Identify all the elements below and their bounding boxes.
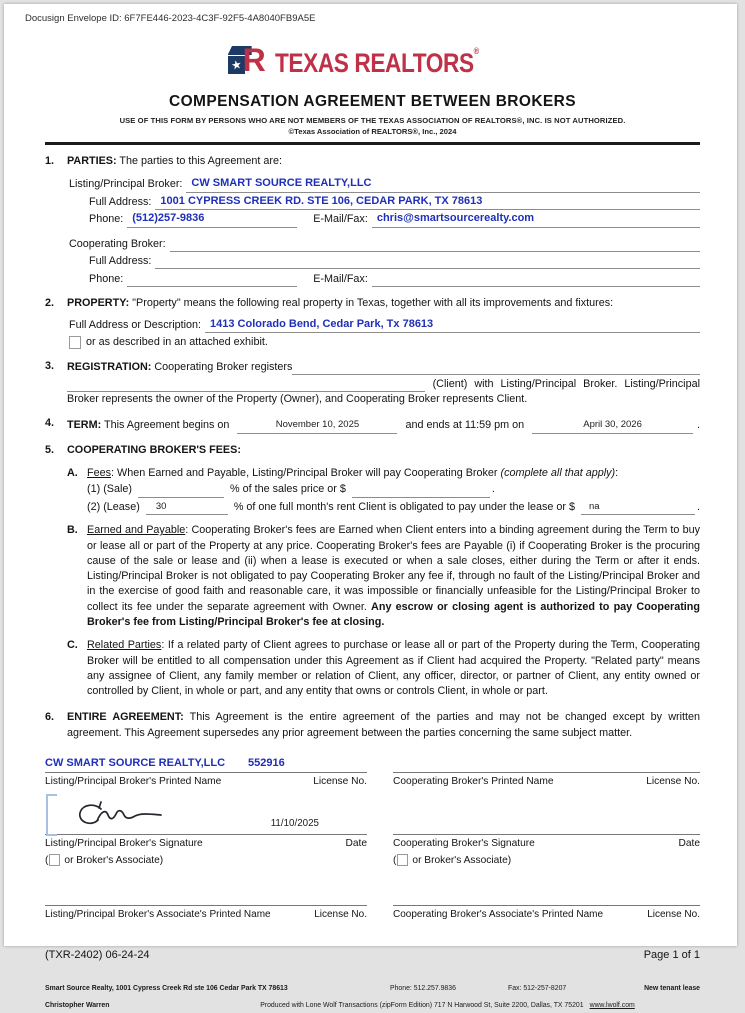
property-heading-line: PROPERTY: "Property" means the following real property in Texas, together with all its improvements and fixtures: — [67, 296, 614, 309]
coop-printed-name-field[interactable] — [393, 757, 700, 773]
fees-a-intro: Fees: When Earned and Payable, Listing/Principal Broker will pay Cooperating Broker (complete all that apply): — [87, 466, 619, 479]
listing-signature-date: 11/10/2025 — [270, 818, 319, 830]
form-title: COMPENSATION AGREEMENT BETWEEN BROKERS — [168, 93, 577, 110]
fees-sale-amount-field[interactable] — [352, 484, 490, 498]
coop-phone-field[interactable] — [127, 271, 297, 287]
listing-associate-row: ( or Broker's Associate) — [45, 853, 367, 868]
listing-address-label: Full Address: — [89, 195, 152, 208]
fees-sale-mid: % of the sales price or $ — [230, 483, 346, 496]
fees-lease-mid: % of one full month's rent Client is obligated to pay under the lease or $ — [233, 500, 575, 513]
fees-b-text: Earned and Payable: Cooperating Broker's fees are Earned when Client enters into a binding agreement during the Term to buy or lease all or part of the Property at any price. Cooperating Broker's fees are Payable (i) if Cooperating Broker is the procuring cause of the sale or lease and (ii) when a lease is executed or when a sale closes, either during the Term or after it ends. Listing/Principal Broker is not obligated to pay Cooperating Broker any fee if, through no fault of the Listing/Principal Broker and in the exercise of good faith and reasonable care, it was impossible or financially unfeasible for the Listing/Principal Broker to collect its fee under the separate agreement with Owner. Any escrow or closing agent is authorized to pay Cooperating Broker's fee from Listing/Principal Broker's fee at closing. — [87, 524, 700, 628]
listing-email-field[interactable]: chris@smartsourcerealty.com — [372, 211, 700, 227]
registration-client-field-2[interactable] — [67, 378, 425, 392]
term-end-date-field[interactable]: April 30, 2026 — [532, 417, 693, 433]
property-address-label: Full Address or Description: — [69, 319, 202, 332]
fees-heading: COOPERATING BROKER'S FEES: — [67, 443, 241, 456]
footer-office-row — [45, 981, 700, 996]
exhibit-label: or as described in an attached exhibit. — [86, 335, 268, 348]
coop-broker-field[interactable] — [170, 236, 700, 252]
fees-lease-period: . — [697, 500, 700, 513]
term-text-2: and ends at 11:59 pm on — [405, 419, 525, 432]
docusign-envelope-id: Docusign Envelope ID: 6F7FE446-2023-4C3F-92F5-4A8040FB9A5E — [25, 13, 316, 24]
docusign-bracket-icon — [46, 794, 57, 836]
registration-line2-text: (Client) with Listing/Principal Broker. Listing/Principal — [432, 377, 700, 390]
fees-lease-amount-field[interactable]: na — [581, 499, 695, 515]
fees-sale-prefix: (1) (Sale) — [87, 483, 132, 496]
brand-wordmark: TEXAS REALTORS® — [274, 45, 479, 78]
footer-site-link[interactable]: www.lwolf.com — [589, 1001, 635, 1009]
coop-associate-name-field[interactable] — [393, 882, 700, 906]
coop-associate-license-label: License No. — [647, 908, 700, 920]
property-address-field[interactable]: 1413 Colorado Bend, Cedar Park, Tx 78613 — [205, 317, 700, 333]
parties-heading-line: PARTIES: The parties to this Agreement are: — [67, 155, 283, 167]
fees-paragraph-c: C. Related Parties: If a related party of Client agrees to purchase or lease all or part of the Property during the Term, Cooperating Broker will be entitled to all compensation under this Agreement as if Client had acquired the Property. "Related party" means any assignee of Client, any family member or relation of Client, any officer, director, or partner of Client, any entity owned or controlled by Client, in whole or part, and any entity that owns or controls Client, in whole or part. — [67, 638, 700, 699]
fees-sale-period: . — [491, 483, 495, 496]
listing-associate-text: or Broker's Associate) — [64, 854, 164, 866]
fees-lease-percent-field[interactable]: 30 — [146, 499, 228, 515]
coop-address-label: Full Address: — [89, 255, 152, 268]
star-icon: ★ — [229, 57, 243, 73]
coop-associate-printed-label: Cooperating Broker's Associate's Printed Name — [393, 908, 604, 920]
page-number: Page 1 of 1 — [643, 949, 700, 962]
fees-sale-percent-field[interactable] — [138, 484, 224, 498]
coop-email-field[interactable] — [372, 271, 700, 287]
term-text-1: TERM: This Agreement begins on — [67, 419, 230, 432]
signature-section — [45, 757, 700, 922]
footer-form-row — [45, 948, 700, 963]
listing-printed-name-label: Listing/Principal Broker's Printed Name — [45, 776, 222, 788]
coop-email-label: E-Mail/Fax: — [313, 272, 368, 285]
section-entire-agreement: 6. ENTIRE AGREEMENT: This Agreement is the entire agreement of the parties and may not be changed except by written agreement. This Agreement supersedes any prior agreement between the parties concerning the same subject matter. — [45, 710, 700, 741]
coop-associate-text: or Broker's Associate) — [412, 854, 512, 866]
coop-associate-row: ( or Broker's Associate) — [393, 853, 700, 868]
footer-phone: Phone: 512.257.9836 — [390, 984, 456, 992]
listing-associate-license-label: License No. — [314, 908, 367, 920]
listing-broker-signature-block — [45, 757, 367, 922]
coop-signature-label: Cooperating Broker's Signature — [393, 838, 535, 850]
section-term: 4. TERM: This Agreement begins on November 10, 2025 and ends at 11:59 pm on April 30, 2026 . — [45, 416, 700, 433]
listing-associate-printed-label: Listing/Principal Broker's Associate's Printed Name — [45, 908, 271, 920]
footer-produced: Produced with Lone Wolf Transactions (zipForm Edition) 717 N Harwood St, Suite 2200, Dallas, TX 75201 — [260, 1001, 584, 1009]
form-copyright: ©Texas Association of REALTORS®, Inc., 2024 — [288, 127, 457, 136]
section-registration: 3. REGISTRATION: Cooperating Broker registers (Client) with Listing/Principal Broker. Listing/Principal Broker represents the owner of the Property (Owner), and Cooperating Broker represents Client. — [45, 359, 700, 407]
exhibit-checkbox[interactable] — [69, 336, 81, 349]
coop-signature-field[interactable] — [393, 792, 700, 835]
footer-reference: New tenant lease — [644, 984, 700, 992]
texas-realtors-logo — [45, 44, 700, 84]
coop-address-field[interactable] — [155, 253, 700, 269]
cooperating-broker-signature-block — [393, 757, 700, 922]
listing-associate-name-field[interactable] — [45, 882, 367, 906]
section-fees: 5. COOPERATING BROKER'S FEES: A. Fees: When Earned and Payable, Listing/Principal Broker will pay Cooperating Broker (complete all that apply): (1) (Sale) % of the sales price or $ . (2) (Lease) 30 % of one full month's rent Client is obligated to pay under the lease or $ na . B. Earned and Payable: Cooperating Broker's fees are Earned when Client enters into a binding agreement during the Term to buy or lease all or part of the Property at any price. Cooperating Broker's fees are Payable (i) if Cooperating Broker is the procuring cause of the sale or lease and (ii) when a lease is executed or when a sale closes, either during the Term or after it ends. Listing/Principal Broker is not obligated to pay Cooperating Broker any fee if, through no fault of the Listing/Principal Broker and in the exercise of good faith and reasonable care, it was impossible or financially unfeasible for the Listing/Principal Broker to collect its fee under the separate agreement with Owner. Any escrow or closing agent is authorized to pay Cooperating Broker's fee from Listing/Principal Broker's fee at closing. C. Related Parties: If a related party of Client agrees to purchase or lease all or part of the Property during the Term, Cooperating Broker will be entitled to all compensation under this Agreement as if Client had acquired the Property. "Related party" means any assignee of Client, any family member or relation of Client, any officer, director, or partner of Client, any entity owned or controlled by Client, in whole or part, and any entity that owns or controls Client, in whole or part. — [45, 443, 700, 700]
listing-date-label: Date — [345, 838, 367, 850]
form-code: (TXR-2402) 06-24-24 — [45, 949, 150, 962]
footer-produced-row — [45, 998, 700, 1013]
coop-broker-label: Cooperating Broker: — [69, 237, 166, 250]
coop-printed-name-label: Cooperating Broker's Printed Name — [393, 776, 554, 788]
coop-date-label: Date — [678, 838, 700, 850]
listing-broker-label: Listing/Principal Broker: — [69, 178, 183, 191]
registration-client-field-1[interactable] — [292, 361, 700, 375]
form-disclaimer: USE OF THIS FORM BY PERSONS WHO ARE NOT MEMBERS OF THE TEXAS ASSOCIATION OF REALTORS®, INC. IS NOT AUTHORIZED. — [119, 116, 626, 125]
monogram-r: R — [242, 42, 266, 78]
footer-office: Smart Source Realty, 1001 Cypress Creek Rd ste 106 Cedar Park TX 78613 — [45, 984, 288, 992]
document-page — [4, 4, 737, 1009]
coop-associate-checkbox[interactable] — [397, 854, 408, 866]
fees-paragraph-b: B. Earned and Payable: Cooperating Broker's fees are Earned when Client enters into a binding agreement during the Term to buy or lease all or part of the Property at any price. Cooperating Broker's fees are Payable (i) if Cooperating Broker is the procuring cause of the sale or lease and (ii) when a lease is executed or when a sale closes, either during the Term or after it ends. Listing/Principal Broker is not obligated to pay Cooperating Broker any fee if, through no fault of the Listing/Principal Broker and in the exercise of good faith and reasonable care, it was impossible or financially unfeasible for the Listing/Principal Broker to collect its fee under the separate agreement with Owner. Any escrow or closing agent is authorized to pay Cooperating Broker's fee from Listing/Principal Broker's fee at closing. — [67, 523, 700, 630]
fees-c-text: Related Parties: If a related party of Client agrees to purchase or lease all or part of the Property during the Term, Cooperating Broker will be entitled to all compensation under this Agreement as if Client had acquired the Property. "Related party" means any assignee of Client, any family member or relation of Client, any officer, director, or partner of Client, any entity owned or controlled by Client, in whole or part, and any entity that owns or controls Client, in whole or part. — [87, 639, 700, 698]
listing-associate-checkbox[interactable] — [49, 854, 60, 866]
listing-phone-field[interactable]: (512)257-9836 — [127, 211, 297, 227]
coop-phone-label: Phone: — [89, 272, 124, 285]
footer-agent: Christopher Warren — [45, 1001, 110, 1009]
listing-signature-label: Listing/Principal Broker's Signature — [45, 838, 203, 850]
listing-address-field[interactable]: 1001 CYPRESS CREEK RD. STE 106, CEDAR PARK, TX 78613 — [155, 194, 700, 210]
footer-fax: Fax: 512-257-8207 — [508, 984, 567, 992]
coop-license-label: License No. — [646, 776, 700, 788]
fees-paragraph-a: A. Fees: When Earned and Payable, Listing/Principal Broker will pay Cooperating Broker (complete all that apply): (1) (Sale) % of the sales price or $ . (2) (Lease) 30 % of one full month's rent Client is obligated to pay under the lease or $ na . — [67, 466, 700, 515]
listing-broker-field[interactable]: CW SMART SOURCE REALTY,LLC — [186, 176, 700, 192]
entire-agreement-text: ENTIRE AGREEMENT: This Agreement is the entire agreement of the parties and may not be changed except by written agreement. This Agreement supersedes any prior agreement between the parties concerning the same subject matter. — [67, 711, 700, 739]
listing-email-label: E-Mail/Fax: — [313, 213, 368, 226]
listing-signature-field[interactable] — [45, 792, 367, 835]
registration-heading-line: REGISTRATION: Cooperating Broker registers — [67, 361, 293, 374]
tr-monogram — [228, 44, 268, 80]
term-start-date-field[interactable]: November 10, 2025 — [237, 417, 397, 433]
fees-lease-prefix: (2) (Lease) — [87, 500, 140, 513]
registered-mark: ® — [473, 45, 479, 56]
registration-line3: Broker represents the owner of the Property (Owner), and Cooperating Broker represents Client. — [67, 392, 528, 405]
signature-stroke — [71, 800, 171, 832]
listing-license-label: License No. — [313, 776, 367, 788]
listing-phone-label: Phone: — [89, 213, 124, 226]
section-property: 2. PROPERTY: "Property" means the following real property in Texas, together with all its improvements and fixtures: Full Address or Description: 1413 Colorado Bend, Cedar Park, Tx 78613 or as described in an attached exhibit. — [45, 296, 700, 350]
term-period: . — [697, 419, 700, 432]
section-parties: 1. PARTIES: The parties to this Agreement are: Listing/Principal Broker: CW SMART SOURCE REALTY,LLC Full Address: 1001 CYPRESS CREEK RD. STE 106, CEDAR PARK, TX 78613 Phone: (512)257-9836 E-Mail/Fax: chris@smartsourcerealty.com Cooperating Broker: Full Address: Phone: E-Mail/Fax: — [45, 154, 700, 287]
title-divider — [45, 142, 700, 145]
listing-printed-name-field[interactable]: CW SMART SOURCE REALTY,LLC 552916 — [45, 757, 367, 773]
